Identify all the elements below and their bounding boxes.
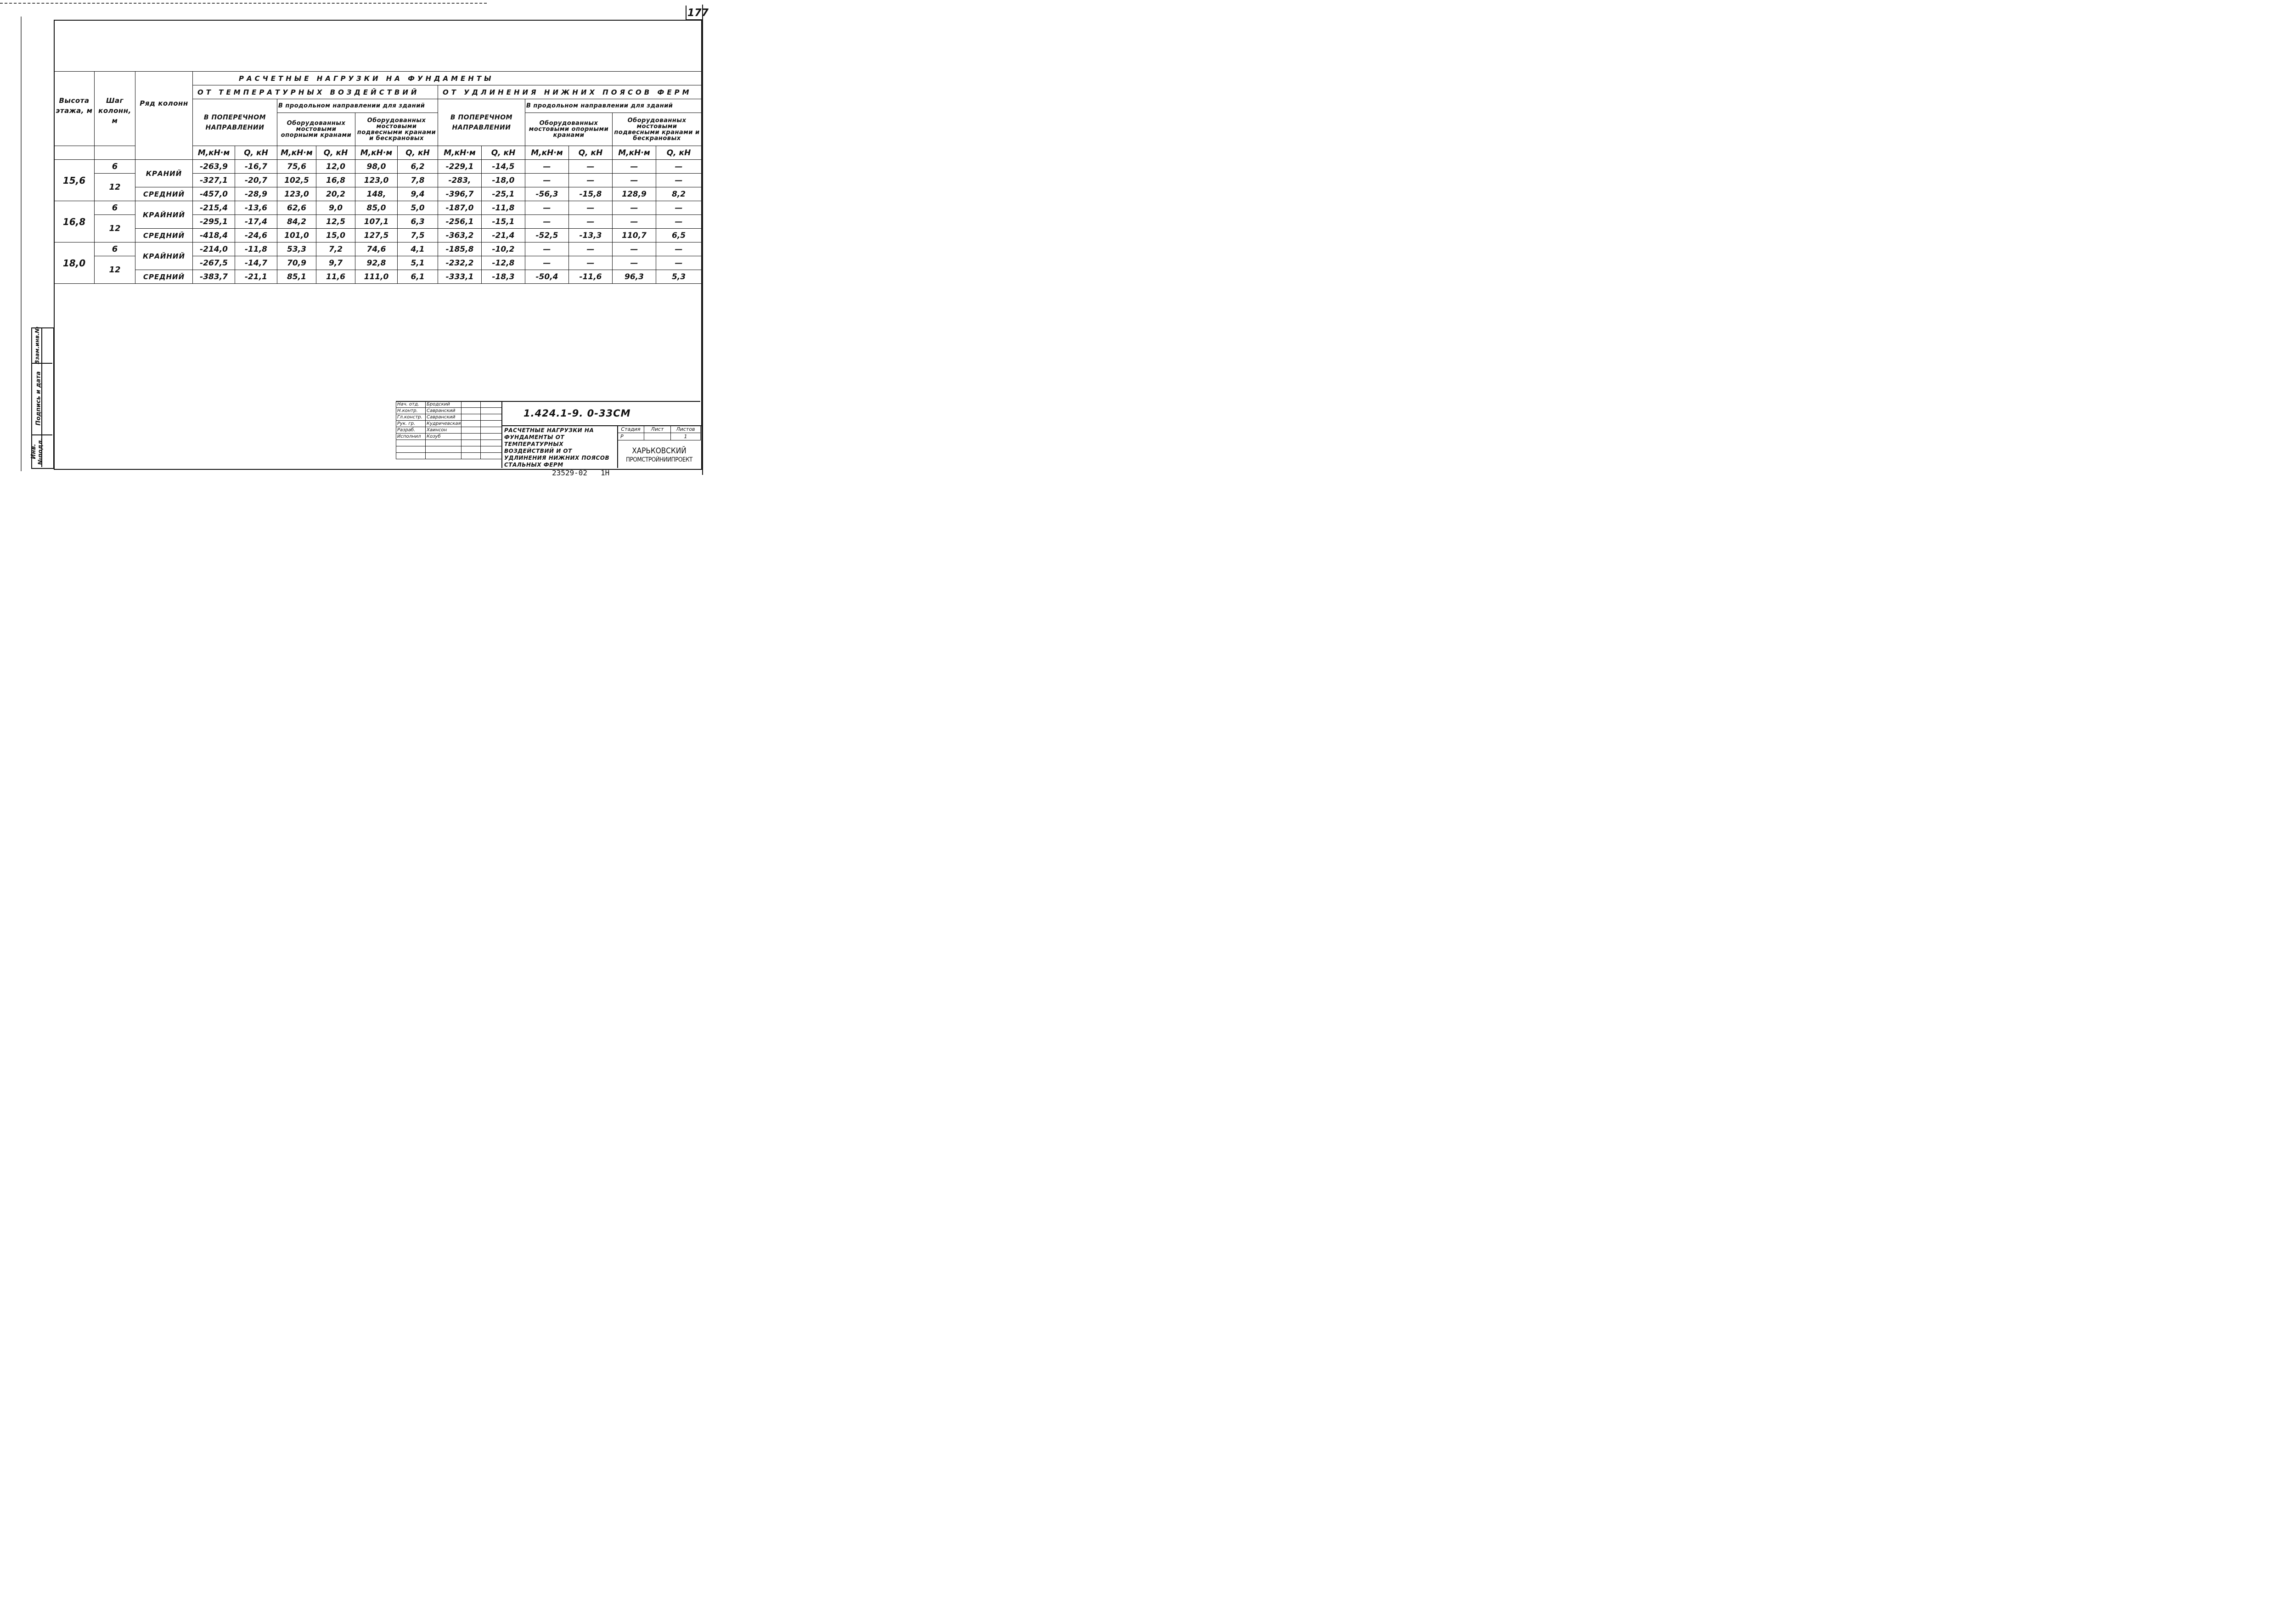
table-cell: — <box>525 215 569 229</box>
table-cell: -256,1 <box>438 215 482 229</box>
header-temp-suspended-cranes: Оборудованных мостовыми подвесными кранами и бескрановых <box>355 113 438 146</box>
unit-m: М,кН·м <box>193 146 235 160</box>
table-cell: -418,4 <box>193 229 235 242</box>
table-cell: — <box>569 256 613 270</box>
table-cell: -10,2 <box>482 242 525 256</box>
table-cell: — <box>656 256 702 270</box>
unit-q: Q, кН <box>482 146 525 160</box>
table-cell: 6,1 <box>398 270 438 284</box>
table-cell: -52,5 <box>525 229 569 242</box>
cell-column-step: 12 <box>95 256 135 284</box>
header-ext-transverse: В ПОПЕРЕЧНОМ НАПРАВЛЕНИИ <box>438 99 525 146</box>
table-cell: 84,2 <box>277 215 316 229</box>
table-cell: 8,2 <box>656 187 702 201</box>
table-cell: -56,3 <box>525 187 569 201</box>
cell-column-row: КРАЙНИЙ <box>135 201 193 229</box>
side-stamp-sign-date: Подпись и дата <box>35 371 42 426</box>
table-cell: -11,8 <box>482 201 525 215</box>
cell-column-step: 6 <box>95 160 135 174</box>
stage-table <box>617 425 701 440</box>
table-cell: — <box>525 160 569 174</box>
table-cell: 148, <box>355 187 398 201</box>
unit-q: Q, кН <box>569 146 613 160</box>
binding-line <box>21 17 22 471</box>
table-cell: 7,2 <box>316 242 355 256</box>
header-group-temperature: ОТ ТЕМПЕРАТУРНЫХ ВОЗДЕЙСТВИЙ <box>193 85 438 99</box>
table-cell: 107,1 <box>355 215 398 229</box>
organization-1: ХАРЬКОВСКИЙ <box>632 446 687 456</box>
header-temp-support-cranes: Оборудованных мостовыми опорными кранами <box>277 113 355 146</box>
header-title: РАСЧЕТНЫЕ НАГРУЗКИ НА ФУНДАМЕНТЫ <box>193 72 702 85</box>
table-cell: -214,0 <box>193 242 235 256</box>
unit-q: Q, кН <box>398 146 438 160</box>
header-ext-longitudinal: В продольном направлении для зданий <box>525 99 702 113</box>
table-cell: 20,2 <box>316 187 355 201</box>
table-cell: -15,1 <box>482 215 525 229</box>
table-cell: 6,2 <box>398 160 438 174</box>
footer-number: 23529-02 <box>552 468 588 477</box>
signer-role: Н.контр. <box>396 408 426 414</box>
table-cell: -18,0 <box>482 174 525 187</box>
table-cell: 12,5 <box>316 215 355 229</box>
signer-name: Козуб <box>426 434 461 440</box>
table-cell: 5,1 <box>398 256 438 270</box>
table-cell: 123,0 <box>355 174 398 187</box>
table-cell: — <box>656 215 702 229</box>
table-cell: -295,1 <box>193 215 235 229</box>
cell-column-row: СРЕДНИЙ <box>135 187 193 201</box>
table-cell: — <box>656 242 702 256</box>
table-cell: 128,9 <box>613 187 656 201</box>
table-cell: 11,6 <box>316 270 355 284</box>
table-cell: -50,4 <box>525 270 569 284</box>
table-cell: — <box>613 174 656 187</box>
table-cell: -383,7 <box>193 270 235 284</box>
table-cell: 12,0 <box>316 160 355 174</box>
table-cell: 6,5 <box>656 229 702 242</box>
table-cell: — <box>569 215 613 229</box>
table-cell: — <box>613 160 656 174</box>
loads-table <box>54 71 702 284</box>
sheet-label: Лист <box>644 426 671 433</box>
cell-column-row: СРЕДНИЙ <box>135 229 193 242</box>
unit-q: Q, кН <box>656 146 702 160</box>
table-cell: 85,0 <box>355 201 398 215</box>
signer-name: Савранский <box>426 414 461 421</box>
sheets-value: 1 <box>671 433 701 440</box>
header-ext-support-cranes: Оборудованных мостовыми опорными кранами <box>525 113 613 146</box>
header-group-extension: ОТ УДЛИНЕНИЯ НИЖНИХ ПОЯСОВ ФЕРМ <box>438 85 702 99</box>
table-cell: 6,3 <box>398 215 438 229</box>
table-cell: -15,8 <box>569 187 613 201</box>
header-column-step: Шаг колонн, м <box>95 72 135 146</box>
table-cell: — <box>569 174 613 187</box>
table-cell: -11,8 <box>235 242 277 256</box>
signer-role: Гл.констр. <box>396 414 426 421</box>
table-cell: — <box>613 201 656 215</box>
sheet-value <box>644 433 671 440</box>
top-edge-marks <box>0 3 487 5</box>
signer-name: Хаинсон <box>426 427 461 434</box>
table-cell: 96,3 <box>613 270 656 284</box>
table-cell: — <box>613 215 656 229</box>
table-cell: -232,2 <box>438 256 482 270</box>
table-cell: 102,5 <box>277 174 316 187</box>
cell-floor-height: 18,0 <box>54 242 95 284</box>
table-cell: -11,6 <box>569 270 613 284</box>
cell-column-step: 12 <box>95 174 135 201</box>
table-cell: — <box>613 242 656 256</box>
table-cell: 15,0 <box>316 229 355 242</box>
table-row <box>54 187 702 201</box>
table-cell: 5,0 <box>398 201 438 215</box>
table-cell: -229,1 <box>438 160 482 174</box>
table-cell: 92,8 <box>355 256 398 270</box>
table-cell: -185,8 <box>438 242 482 256</box>
table-cell: 75,6 <box>277 160 316 174</box>
table-cell: 7,8 <box>398 174 438 187</box>
table-cell: -16,7 <box>235 160 277 174</box>
sheets-label: Листов <box>671 426 701 433</box>
table-cell: 98,0 <box>355 160 398 174</box>
signer-role: Разраб. <box>396 427 426 434</box>
table-cell: -283, <box>438 174 482 187</box>
table-cell: -24,6 <box>235 229 277 242</box>
table-cell: -21,4 <box>482 229 525 242</box>
table-cell: 85,1 <box>277 270 316 284</box>
table-cell: 9,4 <box>398 187 438 201</box>
signer-name: Савранский <box>426 408 461 414</box>
table-cell: -333,1 <box>438 270 482 284</box>
header-ext-suspended-cranes: Оборудованных мостовыми подвесными кранами и бескрановых <box>613 113 702 146</box>
table-cell: -13,3 <box>569 229 613 242</box>
table-cell: -187,0 <box>438 201 482 215</box>
table-cell: -363,2 <box>438 229 482 242</box>
stage-label: Стадия <box>618 426 644 433</box>
cell-column-step: 6 <box>95 201 135 215</box>
table-cell: — <box>525 256 569 270</box>
table-cell: -13,6 <box>235 201 277 215</box>
table-cell: -12,8 <box>482 256 525 270</box>
header-temp-longitudinal: В продольном направлении для зданий <box>277 99 438 113</box>
side-stamp-replace: Взам.инв.№ <box>34 327 40 364</box>
unit-q: Q, кН <box>235 146 277 160</box>
unit-m: М,кН·м <box>355 146 398 160</box>
page-number: 177 <box>687 7 709 19</box>
table-cell: — <box>525 201 569 215</box>
table-row <box>54 201 702 215</box>
cell-column-row: СРЕДНИЙ <box>135 270 193 284</box>
unit-m: М,кН·м <box>438 146 482 160</box>
document-description: РАСЧЕТНЫЕ НАГРУЗКИ НА ФУНДАМЕНТЫ ОТ ТЕМПЕРАТУРНЫХ ВОЗДЕЙСТВИЙ И ОТ УДЛИНЕНИЯ НИЖНИХ ПОЯСОВ СТАЛЬНЫХ ФЕРМ <box>504 427 610 468</box>
table-cell: — <box>656 201 702 215</box>
table-cell: -25,1 <box>482 187 525 201</box>
table-cell: -14,5 <box>482 160 525 174</box>
table-cell: 9,7 <box>316 256 355 270</box>
side-stamp-inv: Инв.№подл. <box>30 438 44 465</box>
unit-m: М,кН·м <box>613 146 656 160</box>
table-cell: -14,7 <box>235 256 277 270</box>
cell-floor-height: 16,8 <box>54 201 95 242</box>
signer-name: Бродский <box>426 401 461 408</box>
footer-extra: 1Н <box>601 468 610 477</box>
header-height-unit-spacer <box>54 146 95 160</box>
unit-q: Q, кН <box>316 146 355 160</box>
cell-column-step: 6 <box>95 242 135 256</box>
table-cell: — <box>656 160 702 174</box>
table-cell: — <box>525 174 569 187</box>
organization-2: ПРОМСТРОЙНИИПРОЕКТ <box>626 457 692 463</box>
table-row <box>54 160 702 174</box>
table-cell: 111,0 <box>355 270 398 284</box>
table-cell: 4,1 <box>398 242 438 256</box>
table-cell: 70,9 <box>277 256 316 270</box>
table-cell: 16,8 <box>316 174 355 187</box>
table-cell: -21,1 <box>235 270 277 284</box>
table-cell: -396,7 <box>438 187 482 201</box>
cell-column-row: КРАНИЙ <box>135 160 193 187</box>
cell-column-row: КРАЙНИЙ <box>135 242 193 270</box>
table-row <box>54 229 702 242</box>
table-cell: -18,3 <box>482 270 525 284</box>
cell-floor-height: 15,6 <box>54 160 95 201</box>
header-step-unit-spacer <box>95 146 135 160</box>
table-cell: -457,0 <box>193 187 235 201</box>
table-cell: — <box>569 201 613 215</box>
document-code: 1.424.1-9. 0-33СМ <box>523 408 631 419</box>
table-cell: 74,6 <box>355 242 398 256</box>
table-cell: 127,5 <box>355 229 398 242</box>
table-cell: — <box>656 174 702 187</box>
table-cell: 9,0 <box>316 201 355 215</box>
unit-m: М,кН·м <box>277 146 316 160</box>
table-row <box>54 242 702 256</box>
table-cell: 7,5 <box>398 229 438 242</box>
table-cell: -267,5 <box>193 256 235 270</box>
frame-right-line <box>702 5 703 475</box>
stage-value: Р <box>618 433 644 440</box>
table-cell: -17,4 <box>235 215 277 229</box>
table-cell: -28,9 <box>235 187 277 201</box>
table-cell: 110,7 <box>613 229 656 242</box>
table-row <box>54 270 702 284</box>
table-cell: — <box>613 256 656 270</box>
table-cell: 53,3 <box>277 242 316 256</box>
table-cell: -327,1 <box>193 174 235 187</box>
table-cell: 62,6 <box>277 201 316 215</box>
table-cell: — <box>525 242 569 256</box>
table-cell: 101,0 <box>277 229 316 242</box>
table-cell: -263,9 <box>193 160 235 174</box>
signer-role: Исполнил <box>396 434 426 440</box>
header-floor-height: Высота этажа, м <box>54 72 95 146</box>
signer-role: Рук. гр. <box>396 421 426 427</box>
table-cell: — <box>569 160 613 174</box>
cell-column-step: 12 <box>95 215 135 242</box>
header-column-row: Ряд колонн <box>135 72 193 160</box>
unit-m: М,кН·м <box>525 146 569 160</box>
table-cell: -215,4 <box>193 201 235 215</box>
table-cell: — <box>569 242 613 256</box>
table-cell: 123,0 <box>277 187 316 201</box>
table-cell: -20,7 <box>235 174 277 187</box>
table-cell: 5,3 <box>656 270 702 284</box>
signer-name: Кудричевская <box>426 421 461 427</box>
signer-role: Нач. отд. <box>396 401 426 408</box>
header-temp-transverse: В ПОПЕРЕЧНОМ НАПРАВЛЕНИИ <box>193 99 277 146</box>
